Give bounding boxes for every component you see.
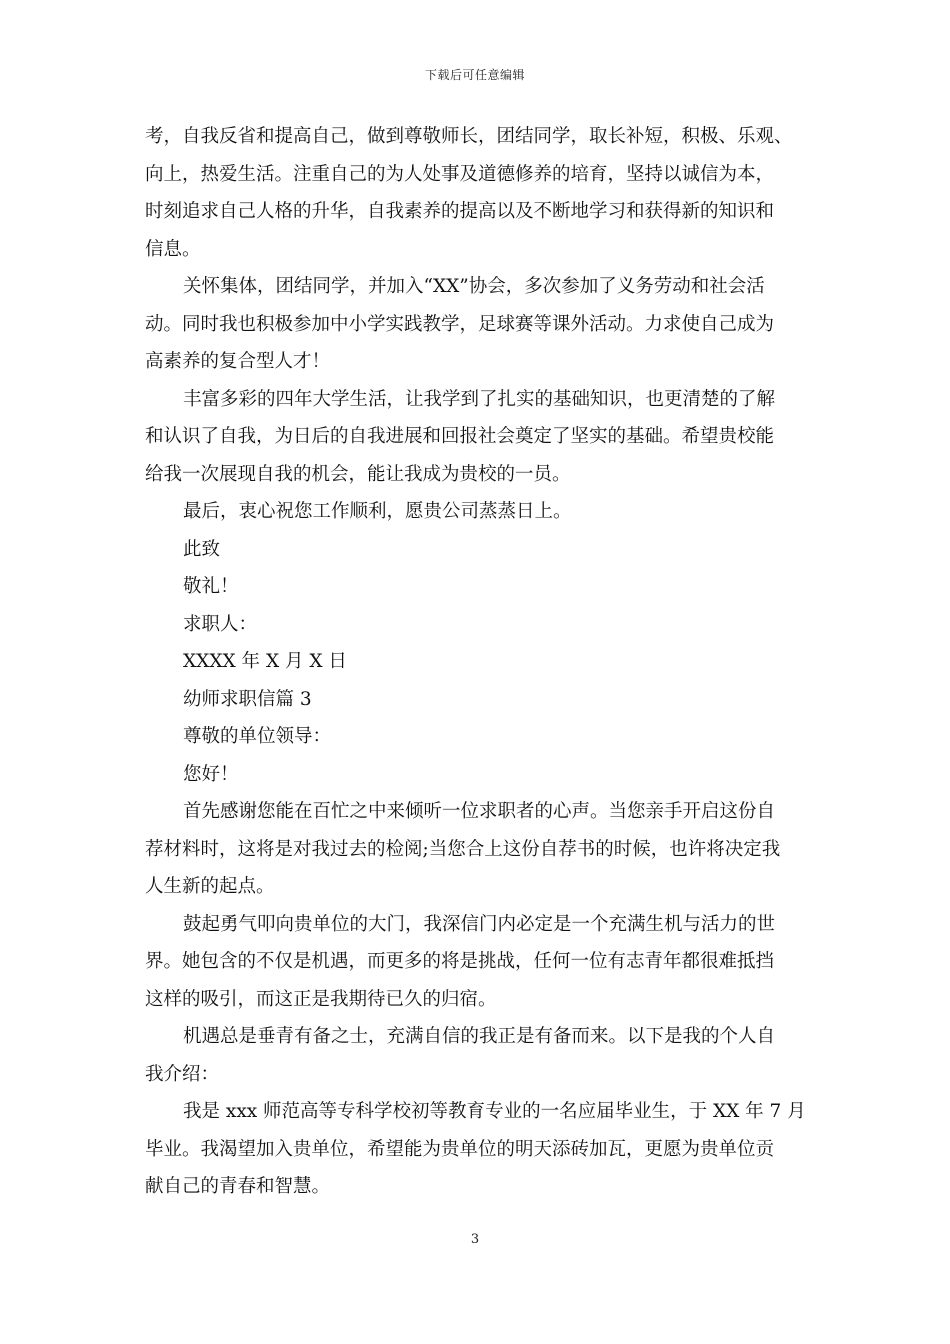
text-line: 鼓起勇气叩向贵单位的大门，我深信门内必定是一个充满生机与活力的世 [183, 913, 776, 935]
text-line: 信息。 [145, 238, 201, 260]
paragraph [145, 118, 815, 268]
closing-wish [145, 493, 815, 531]
greeting [145, 756, 815, 794]
paragraph [145, 381, 815, 494]
text-line: 时刻追求自己人格的升华，自我素养的提高以及不断地学习和获得新的知识和 [145, 201, 775, 222]
text-line: 丰富多彩的四年大学生活，让我学到了扎实的基础知识，也更清楚的了解 [183, 388, 776, 410]
text-line: 给我一次展现自我的机会，能让我成为贵校的一员。 [145, 463, 571, 485]
text-line: 人生新的起点。 [145, 876, 275, 897]
document-body [145, 118, 815, 1206]
text-line: 向上，热爱生活。注重自己的为人处事及道德修养的培育，坚持以诚信为本， [145, 163, 775, 185]
section-title [145, 681, 815, 719]
salutation [145, 568, 815, 606]
text-line: 和认识了自我，为日后的自我进展和回报社会奠定了坚实的基础。希望贵校能 [145, 426, 775, 447]
salutation [145, 531, 815, 569]
date-line [145, 643, 815, 681]
text-line: 您好！ [183, 763, 239, 785]
signature-label [145, 606, 815, 644]
text-line: 这样的吸引，而这正是我期待已久的归宿。 [145, 988, 497, 1010]
page-header: 下载后可任意编辑 [424, 68, 525, 82]
text-line: 我介绍： [145, 1063, 220, 1085]
text-line: 首先感谢您能在百忙之中来倾听一位求职者的心声。当您亲手开启这份自 [183, 801, 776, 822]
text-line: 考，自我反省和提高自己，做到尊敬师长，团结同学，取长补短，积极、乐观、 [145, 126, 793, 147]
text-line: 此致 [183, 538, 221, 560]
text-line: 献自己的青春和智慧。 [145, 1176, 331, 1197]
text-line: 动。同时我也积极参加中小学实践教学，足球赛等课外活动。力求使自己成为 [145, 313, 775, 335]
paragraph [145, 906, 815, 1019]
text-line: 幼师求职信篇 3 [183, 688, 312, 710]
paragraph [145, 268, 815, 381]
text-line: 机遇总是垂青有备之士，充满自信的我正是有备而来。以下是我的个人自 [183, 1026, 776, 1047]
paragraph [145, 1018, 815, 1093]
text-line: 荐材料时，这将是对我过去的检阅;当您合上这份自荐书的时候，也许将决定我 [145, 838, 781, 860]
page-number: 3 [470, 1232, 480, 1247]
text-line: 最后，衷心祝您工作顺利，愿贵公司蒸蒸日上。 [183, 501, 572, 522]
paragraph [145, 793, 815, 906]
paragraph [145, 1093, 815, 1206]
text-line: 敬礼！ [183, 576, 239, 597]
text-line: 毕业。我渴望加入贵单位，希望能为贵单位的明天添砖加瓦，更愿为贵单位贡 [145, 1138, 775, 1160]
greeting [145, 718, 815, 756]
text-line: 高素养的复合型人才！ [145, 351, 331, 372]
text-line: 关怀集体，团结同学，并加入“XX”协会，多次参加了义务劳动和社会活 [183, 276, 765, 297]
text-line: 尊敬的单位领导： [183, 726, 332, 747]
text-line: 求职人： [183, 613, 258, 635]
text-line: 我是 xxx 师范高等专科学校初等教育专业的一名应届毕业生，于 XX 年 7 月 [183, 1101, 806, 1122]
text-line: 界。她包含的不仅是机遇，而更多的将是挑战，任何一位有志青年都很难抵挡 [145, 951, 775, 972]
text-line: XXXX 年 X 月 X 日 [183, 651, 347, 672]
